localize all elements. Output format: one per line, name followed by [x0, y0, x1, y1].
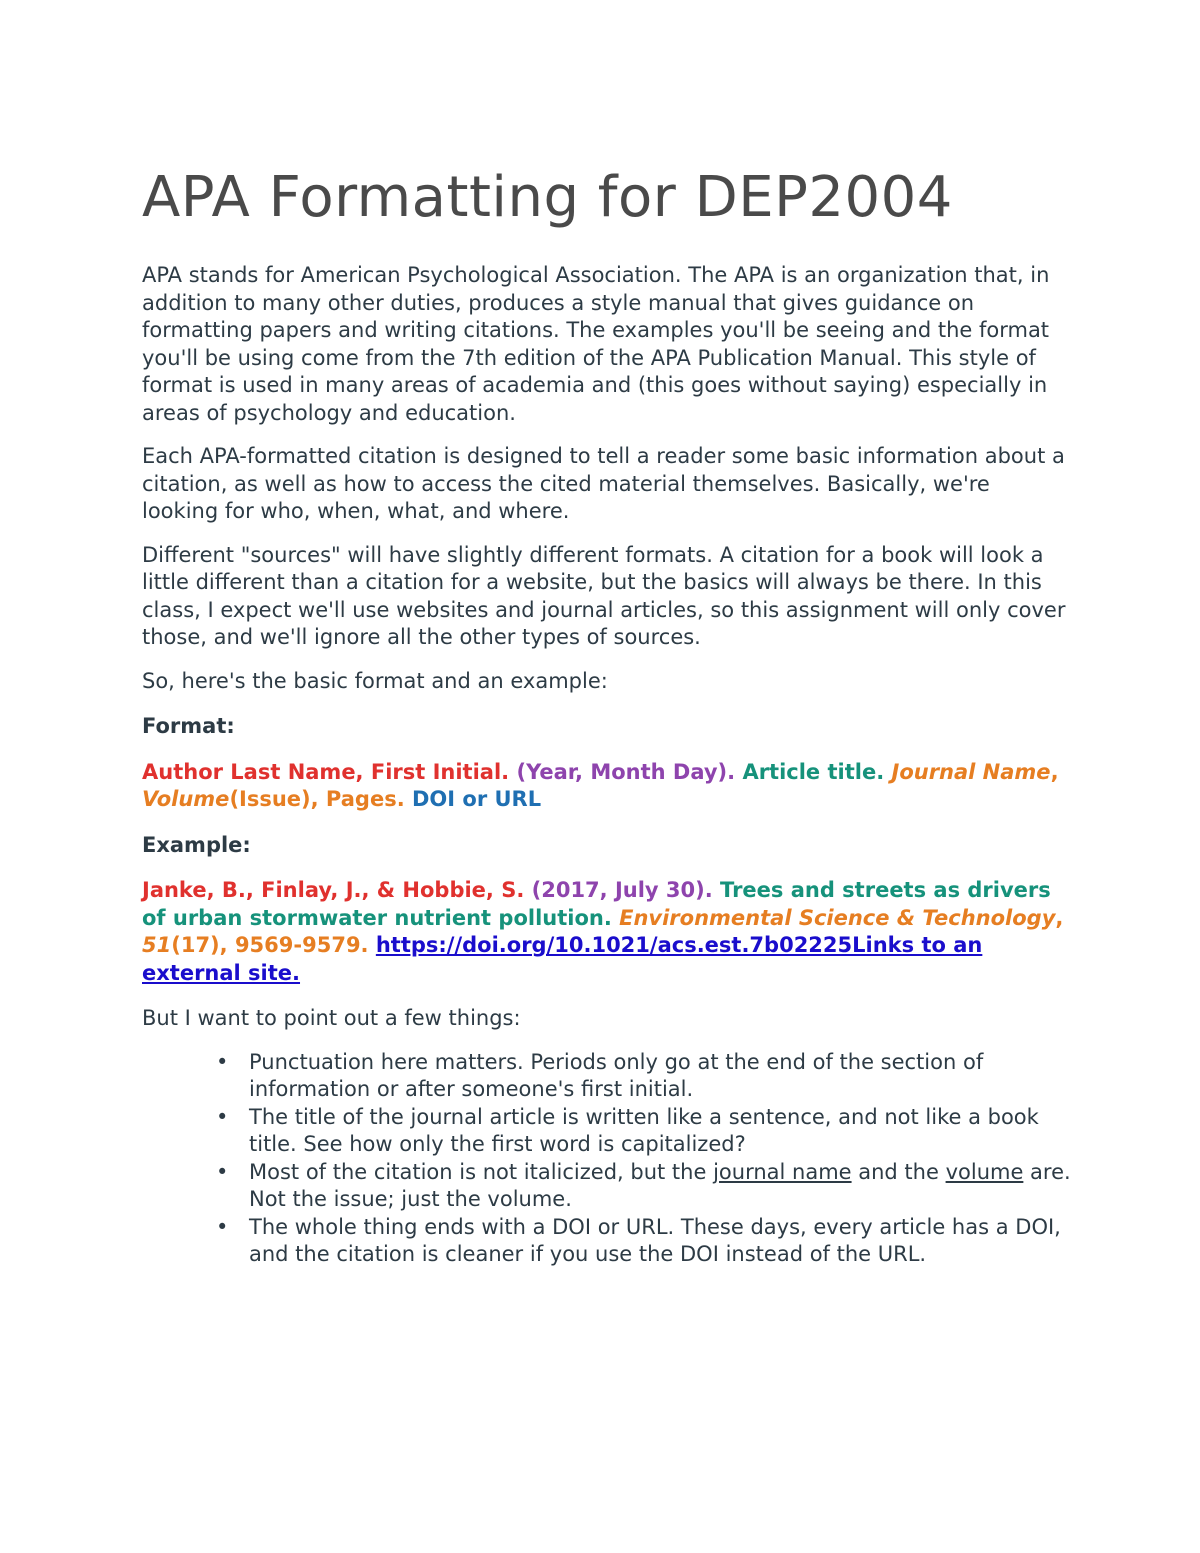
example-date: (2017, July 30). — [531, 878, 713, 902]
underlined-volume: volume — [945, 1159, 1024, 1184]
list-item — [216, 1214, 1072, 1269]
list-item — [216, 1159, 1072, 1214]
sources-paragraph: Different "sources" will have slightly different formats. A citation for a book will look a little different than a citation for a website, but the basics will always be there. In this class, I expect we'll use websites and journal articles, so this assignment will only cover those, and we'll ignore all the other types of sources. — [142, 542, 1066, 649]
points-list — [142, 1049, 1072, 1269]
format-volume: Volume — [142, 787, 230, 811]
format-doi: DOI or URL — [412, 787, 542, 811]
list-item-text — [249, 1160, 1071, 1212]
example-label: Example: — [142, 832, 251, 857]
format-label: Format: — [142, 714, 235, 738]
bullet-icon: • — [216, 1049, 229, 1074]
bullet-icon: • — [216, 1214, 229, 1239]
document-page — [142, 160, 1072, 1269]
example-volume: 51 — [142, 933, 172, 957]
list-item-text-part: and the — [851, 1159, 946, 1184]
document-title: APA Formatting for DEP2004 — [142, 165, 953, 230]
underlined-journal-name: journal name — [713, 1159, 852, 1184]
format-citation — [142, 759, 1072, 814]
list-item-text: The title of the journal article is written like a sentence, and not like a book title. See how only the first word is capitalized? — [249, 1104, 1039, 1156]
list-item-text: Punctuation here matters. Periods only go at the end of the section of information or after someone's first initial. — [249, 1049, 984, 1101]
list-item-text-part: Most of the citation is not italicized, but the — [249, 1159, 714, 1184]
bullet-icon: • — [216, 1159, 229, 1184]
example-article-title: Trees and streets as drivers of urban stormwater nutrient pollution. — [142, 878, 1051, 930]
format-comma: , — [1050, 759, 1059, 784]
list-item-text: The whole thing ends with a DOI or URL. These days, every article has a DOI, and the citation is cleaner if you use the DOI instead of the URL. — [249, 1214, 1061, 1266]
intro-paragraph: APA stands for American Psychological Association. The APA is an organization that, in addition to many other duties, produces a style manual that gives guidance on formatting papers and writing citations. The examples you'll be seeing and the format you'll be using come from the 7th edition of the APA Publication Manual. This style of format is used in many areas of academia and (this goes without saying) especially in areas of psychology and education. — [142, 263, 1050, 425]
example-journal: Environmental Science & Technology — [619, 905, 1056, 930]
list-item-text-part: are. Not the issue; just the volume. — [249, 1159, 1071, 1211]
format-journal: Journal Name — [891, 759, 1051, 784]
format-issue-pages: (Issue), Pages. — [229, 787, 405, 811]
bullet-icon: • — [216, 1104, 229, 1129]
example-authors: Janke, B., Finlay, J., & Hobbie, S. — [142, 878, 525, 902]
example-doi-link[interactable]: https://doi.org/10.1021/acs.est.7b02225Links to an external site. — [142, 933, 983, 985]
format-date: (Year, Month Day). — [516, 759, 736, 784]
lead-in-paragraph: So, here's the basic format and an example: — [142, 668, 608, 693]
list-item — [216, 1049, 1072, 1104]
points-intro: But I want to point out a few things: — [142, 1006, 521, 1030]
example-citation — [142, 877, 1072, 987]
list-item — [216, 1104, 1072, 1159]
example-issue-pages: (17), 9569-9579. — [171, 933, 369, 957]
format-author: Author Last Name, First Initial. — [142, 759, 510, 784]
example-comma: , — [1055, 905, 1064, 930]
purpose-paragraph: Each APA-formatted citation is designed to tell a reader some basic information about a citation, as well as how to access the cited material themselves. Basically, we're looking for who, when, what, and where. — [142, 444, 1065, 523]
format-article-title: Article title. — [742, 759, 885, 784]
